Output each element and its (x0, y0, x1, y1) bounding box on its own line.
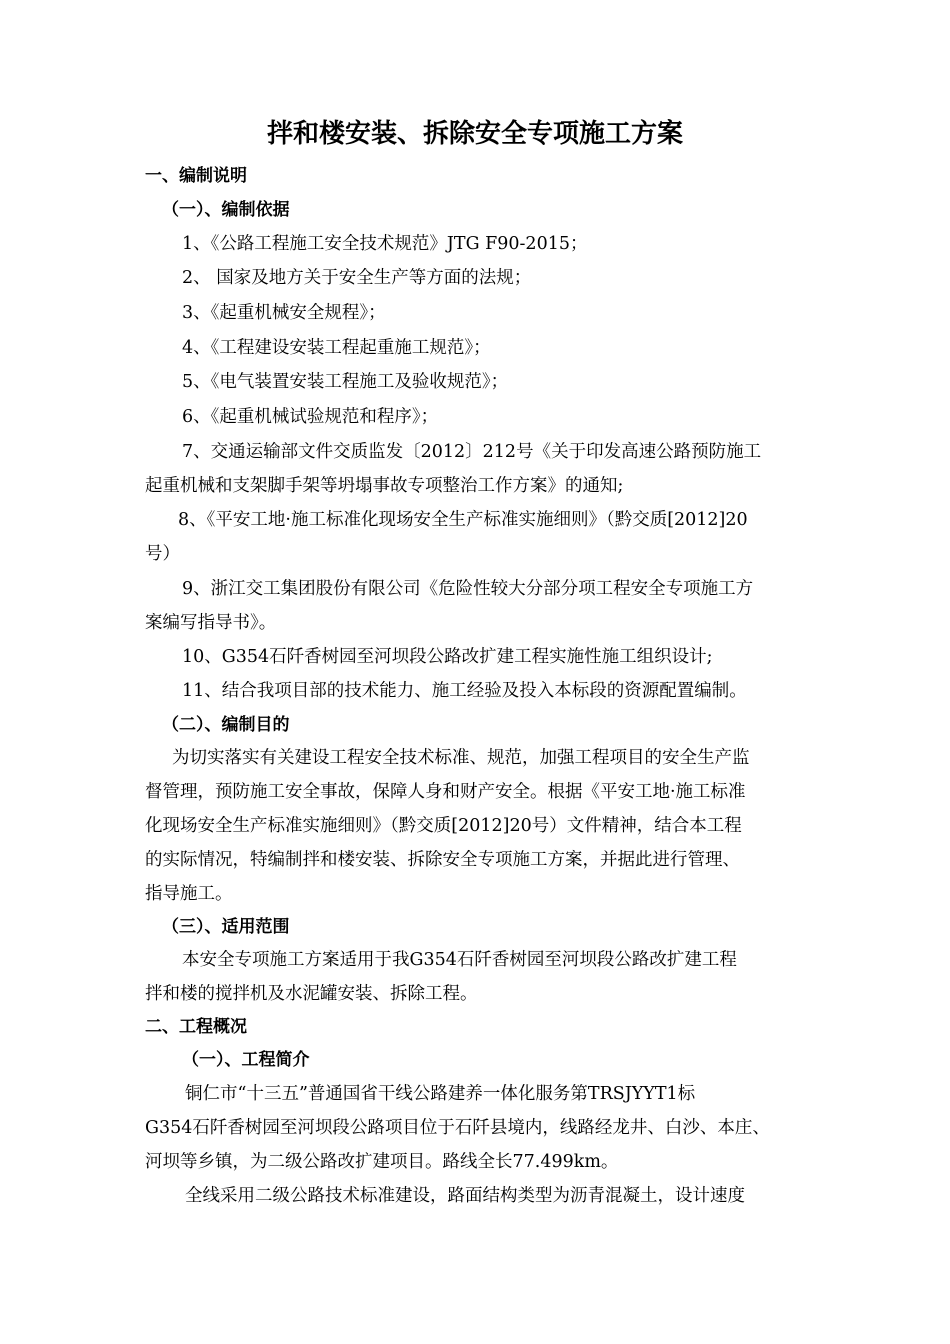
document-title: 拌和楼安装、拆除安全专项施工方案 (266, 119, 683, 149)
purpose-line-3: 化现场安全生产标准实施细则》（黔交质[2012]20号）文件精神，结合本工程 (145, 816, 742, 836)
subsection-heading-overview: （一）、工程简介 (182, 1050, 310, 1070)
basis-item-7-cont: 起重机械和支架脚手架等坍塌事故专项整治工作方案》的通知; (145, 476, 624, 496)
subsection-heading-scope: （三）、适用范围 (162, 917, 290, 937)
basis-item-7: 7、交通运输部文件交质监发〔2012〕212号《关于印发高速公路预防施工 (182, 442, 762, 462)
overview-line-3: 河坝等乡镇，为二级公路改扩建项目。路线全长77.499km。 (145, 1152, 619, 1172)
basis-item-8-cont: 号） (145, 544, 180, 564)
basis-item-6: 6、《起重机械试验规范和程序》； (182, 407, 439, 427)
basis-item-9: 9、浙江交工集团股份有限公司《危险性较大分部分项工程安全专项施工方 (182, 579, 754, 599)
scope-line-2: 拌和楼的搅拌机及水泥罐安装、拆除工程。 (145, 984, 478, 1004)
basis-item-10: 10、G354石阡香树园至河坝段公路改扩建工程实施性施工组织设计; (182, 647, 713, 667)
basis-item-3: 3、《起重机械安全规程》； (182, 303, 386, 323)
overview-line-1: 铜仁市“十三五”普通国省干线公路建养一体化服务第TRSJYYT1标 (185, 1084, 696, 1104)
purpose-line-4: 的实际情况，特编制拌和楼安装、拆除安全专项施工方案，并据此进行管理、 (145, 850, 740, 870)
subsection-heading-purpose: （二）、编制目的 (162, 715, 290, 735)
basis-item-1: 1、《公路工程施工安全技术规范》JTG F90-2015； (182, 234, 588, 254)
purpose-line-1: 为切实落实有关建设工程安全技术标准、规范，加强工程项目的安全生产监 (172, 748, 750, 768)
purpose-line-2: 督管理，预防施工安全事故，保障人身和财产安全。根据《平安工地·施工标准 (145, 782, 746, 802)
overview-line-4: 全线采用二级公路技术标准建设，路面结构类型为沥青混凝土，设计速度 (185, 1186, 745, 1206)
basis-item-5: 5、《电气装置安装工程施工及验收规范》； (182, 372, 509, 392)
basis-item-4: 4、《工程建设安装工程起重施工规范》； (182, 338, 491, 358)
purpose-line-5: 指导施工。 (145, 884, 233, 904)
basis-item-8: 8、《平安工地·施工标准化现场安全生产标准实施细则》（黔交质[2012]20 (178, 510, 748, 530)
basis-item-11: 11、结合我项目部的技术能力、施工经验及投入本标段的资源配置编制。 (182, 681, 747, 701)
basis-item-2: 2、 国家及地方关于安全生产等方面的法规； (182, 268, 532, 288)
basis-item-9-cont: 案编写指导书》。 (145, 613, 277, 633)
section-heading-2: 二、工程概况 (145, 1017, 247, 1037)
section-heading-1: 一、编制说明 (145, 166, 247, 186)
subsection-heading-basis: （一）、编制依据 (162, 200, 290, 220)
scope-line-1: 本安全专项施工方案适用于我G354石阡香树园至河坝段公路改扩建工程 (182, 950, 737, 970)
overview-line-2: G354石阡香树园至河坝段公路项目位于石阡县境内，线路经龙井、白沙、本庄、 (145, 1118, 770, 1138)
